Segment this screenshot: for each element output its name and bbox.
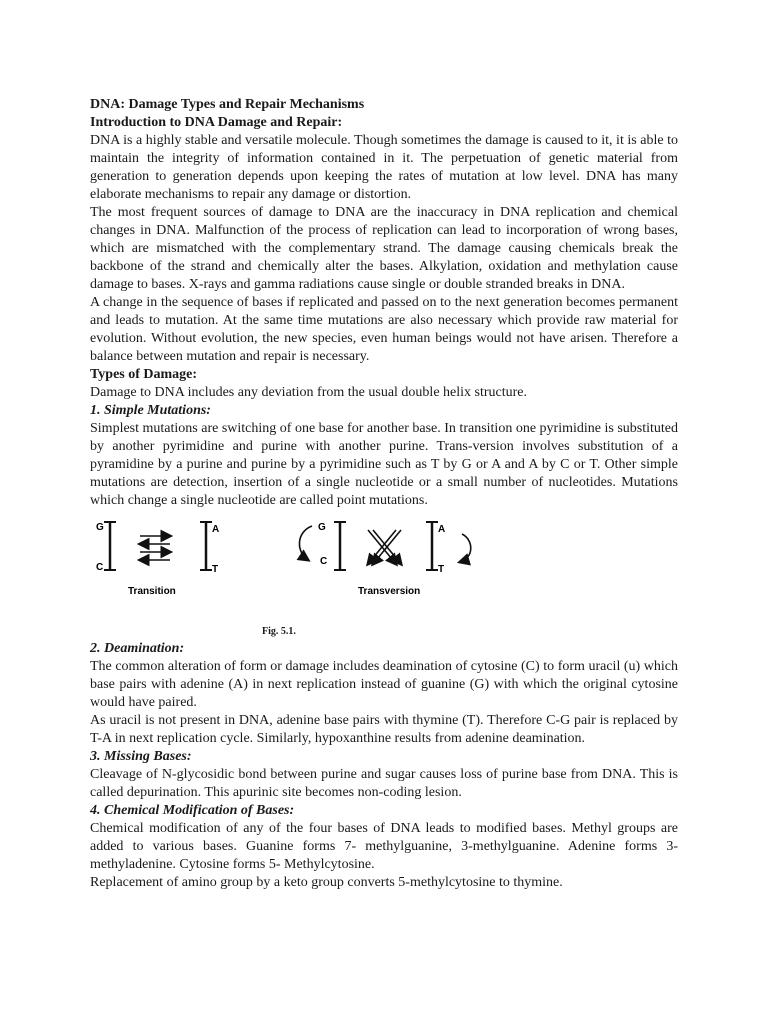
intro-heading: Introduction to DNA Damage and Repair:: [90, 115, 343, 130]
intro-paragraph-2: The most frequent sources of damage to DNA are the inaccuracy in DNA replication and chemical changes in DNA. Malfunction of the process of replication can lead to incorporation of wrong bases, which are mismatched with the complementary strand. The damage causing chemicals break the backbone of the strand and chemically alter the bases. Alkylation, oxidation and methylation cause damage to bases. X-rays and gamma radiations cause single or double stranded breaks in DNA.: [90, 205, 678, 292]
transversion-curve-left: [299, 526, 312, 560]
transversion-base-t: T: [438, 564, 445, 575]
intro-paragraph-3: A change in the sequence of bases if replicated and passed on to the next generation becomes permanent and leads to mutation. At the same time mutations are also necessary which provide raw material for evolution. Without evolution, the new species, even human beings would not have arisen. Therefore a balance between mutation and repair is necessary.: [90, 295, 678, 364]
missing-bases-paragraph: Cleavage of N-glycosidic bond between purine and sugar causes loss of purine base from DNA. This is called depurination. This apurinic site becomes non-coding lesion.: [90, 767, 678, 800]
figure-caption: Fig. 5.1.: [262, 626, 296, 637]
mutation-diagram: [90, 510, 678, 640]
section-heading-chemical-modification: 4. Chemical Modification of Bases:: [90, 803, 295, 818]
deamination-paragraph-2: As uracil is not present in DNA, adenine base pairs with thymine (T). Therefore C-G pair is replaced by T-A in next replication cycle. Similarly, hypoxanthine results from adenine deamination.: [90, 713, 678, 746]
transversion-label: Transversion: [358, 586, 421, 597]
transversion-curve-right: [460, 534, 471, 562]
types-heading: Types of Damage:: [90, 367, 198, 382]
transition-base-g: G: [96, 522, 104, 533]
section-heading-deamination: 2. Deamination:: [90, 641, 185, 656]
transition-base-a: A: [212, 524, 220, 535]
section-heading-simple-mutations: 1. Simple Mutations:: [90, 403, 211, 418]
document-page: [90, 96, 678, 892]
transition-base-c: C: [96, 562, 104, 573]
transition-diagram: [96, 522, 219, 597]
chemical-modification-paragraph-1: Chemical modification of any of the four bases of DNA leads to modified bases. Methyl groups are added to various bases. Guanine forms 7- methylguanine, 3-methylguanine. Adenine forms 3-methyladenine. Cytosine forms 5- Methylcytosine.: [90, 821, 678, 872]
mutation-figure: [90, 510, 678, 640]
transition-base-t: T: [212, 564, 219, 575]
transition-label: Transition: [128, 586, 176, 597]
deamination-paragraph-1: The common alteration of form or damage includes deamination of cytosine (C) to form uracil (u) which base pairs with adenine (A) in next replication instead of guanine (G) with which the original cytosine would have paired.: [90, 659, 678, 710]
transversion-base-c: C: [320, 556, 328, 567]
simple-mutations-paragraph: Simplest mutations are switching of one base for another base. In transition one pyrimidine is substituted by another pyrimidine and purine with another purine. Trans-version involves substitution of a pyramidine by a purine and purine by a pyrimidine such as T by G or A and A by C or T. Other simple mutations are detection, insertion of a single nucleotide or a small number of nucleotides. Mutations which change a single nucleotide are called point mutations.: [90, 421, 678, 508]
transversion-diagram: [299, 522, 470, 597]
document-title: DNA: Damage Types and Repair Mechanisms: [90, 97, 365, 112]
transversion-base-g: G: [318, 522, 326, 533]
section-heading-missing-bases: 3. Missing Bases:: [90, 749, 192, 764]
transversion-base-a: A: [438, 524, 446, 535]
chemical-modification-paragraph-2: Replacement of amino group by a keto group converts 5-methylcytosine to thymine.: [90, 875, 563, 890]
intro-paragraph-1: DNA is a highly stable and versatile molecule. Though sometimes the damage is caused to it, it is able to maintain the integrity of information contained in it. The perpetuation of genetic material from generation to generation depends upon keeping the rates of mutation at low level. DNA has many elaborate mechanisms to repair any damage or distortion.: [90, 133, 678, 202]
types-intro: Damage to DNA includes any deviation from the usual double helix structure.: [90, 385, 528, 400]
